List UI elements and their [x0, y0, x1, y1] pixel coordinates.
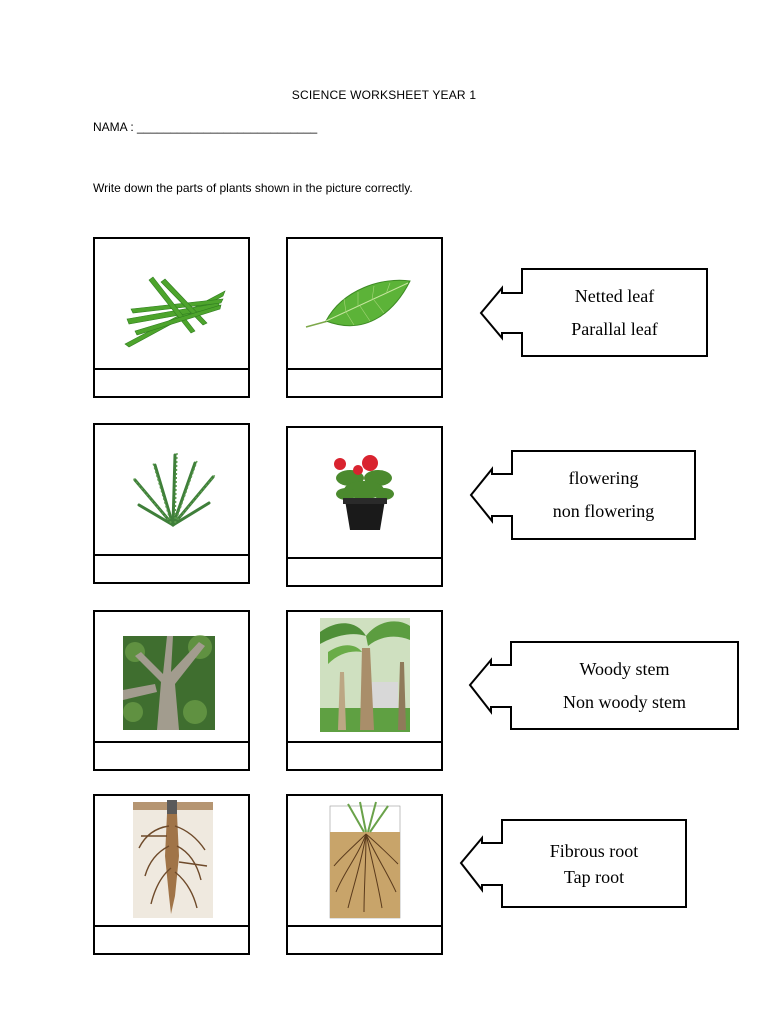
card-fern: [93, 423, 250, 584]
option-non-woody-stem: Non woody stem: [563, 692, 686, 712]
left-arrow-shape: [479, 268, 709, 358]
instruction-text: Write down the parts of plants shown in the picture correctly.: [93, 181, 413, 195]
options-box-1: [479, 268, 709, 358]
left-arrow-shape: [468, 641, 740, 731]
parallel-leaf-image: [95, 239, 248, 370]
card-fibrous-root: [286, 794, 443, 955]
left-arrow-shape: [459, 819, 688, 909]
rose-pot-image: [288, 428, 441, 559]
fibrous-root-image: [288, 796, 441, 927]
option-tap-root: Tap root: [563, 867, 625, 887]
answer-box[interactable]: [288, 741, 441, 769]
card-rose-pot: [286, 426, 443, 587]
option-flowering: flowering: [568, 468, 639, 488]
tap-root-image: [95, 796, 248, 927]
banana-tree-image: [288, 612, 441, 743]
options-box-4: [459, 819, 688, 909]
card-tree-trunk: [93, 610, 250, 771]
name-field[interactable]: NAMA : ___________________________: [93, 120, 318, 134]
tree-trunk-image: [95, 612, 248, 743]
card-parallel-leaf: [93, 237, 250, 398]
netted-leaf-image: [288, 239, 441, 370]
option-parallel-leaf: Parallal leaf: [571, 319, 658, 339]
answer-box[interactable]: [288, 368, 441, 396]
worksheet-title: SCIENCE WORKSHEET YEAR 1: [291, 88, 477, 102]
card-tap-root: [93, 794, 250, 955]
option-woody-stem: Woody stem: [579, 659, 670, 679]
option-fibrous-root: Fibrous root: [549, 841, 639, 861]
left-arrow-shape: [469, 450, 697, 541]
answer-box[interactable]: [95, 368, 248, 396]
fern-image: [95, 425, 248, 556]
option-non-flowering: non flowering: [552, 501, 655, 521]
options-box-2: [469, 450, 697, 541]
answer-box[interactable]: [288, 557, 441, 585]
option-netted-leaf: Netted leaf: [574, 286, 655, 306]
answer-box[interactable]: [95, 554, 248, 582]
answer-box[interactable]: [288, 925, 441, 953]
answer-box[interactable]: [95, 925, 248, 953]
card-netted-leaf: [286, 237, 443, 398]
answer-box[interactable]: [95, 741, 248, 769]
card-banana-tree: [286, 610, 443, 771]
options-box-3: [468, 641, 740, 731]
